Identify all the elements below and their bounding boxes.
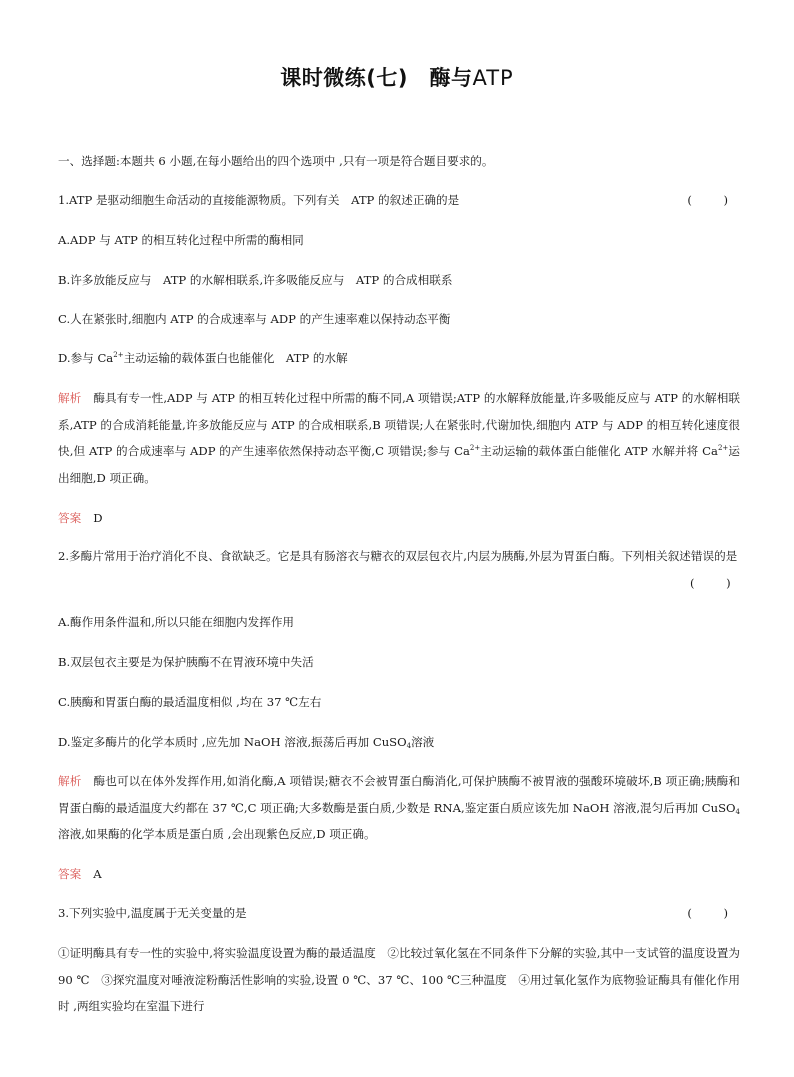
question-1-stem xyxy=(58,187,740,213)
answer-label: 答案 xyxy=(58,867,82,881)
question-1-option-d xyxy=(58,345,740,371)
question-2-option-b: B.双层包衣主要是为保护胰酶不在胃液环境中失活 xyxy=(58,655,314,669)
question-stem-text: 3.下列实验中,温度属于无关变量的是 xyxy=(58,906,247,920)
title-text: 课时微练(七) 酶与 xyxy=(280,66,473,90)
answer-parens: ( ) xyxy=(690,576,741,590)
analysis-label: 解析 xyxy=(58,774,82,788)
title-code: ATP xyxy=(472,66,514,90)
answer-label: 答案 xyxy=(58,511,82,525)
analysis-text: 酶也可以在体外发挥作用,如消化酶,A 项错误;糖衣不会被胃蛋白酶消化,可保护胰酶不被胃液的强酸环境破坏,B 项正确;胰酶和胃蛋白酶的最适温度大约都在 37 ℃,C 项正确;大多数酶是蛋白质,少数是 RNA,鉴定蛋白质应该先加 NaOH 溶液,混匀后再加 CuSO xyxy=(58,774,740,815)
question-stem-text: 1.ATP 是驱动细胞生命活动的直接能源物质。下列有关 ATP 的叙述正确的是 xyxy=(58,193,460,207)
answer-value: A xyxy=(93,867,102,881)
analysis-label: 解析 xyxy=(58,391,82,405)
option-text: D.参与 Ca xyxy=(58,351,114,365)
page-title xyxy=(0,62,794,92)
superscript: 2+ xyxy=(113,351,124,359)
analysis-text: 运出细胞,D 项正确。 xyxy=(58,444,740,485)
superscript: 2+ xyxy=(469,444,481,452)
analysis-text: 主动运输的载体蛋白能催化 ATP 水解并将 Ca xyxy=(480,444,718,458)
question-3-body: ①证明酶具有专一性的实验中,将实验温度设置为酶的最适温度 ②比较过氧化氢在不同条件下分解的实验,其中一支试管的温度设置为 90 ℃ ③探究温度对唾液淀粉酶活性影响的实验,设置 0 ℃、37 ℃、100 ℃三种温度 ④用过氧化氢作为底物验证酶具有催化作用时 ,两组实验均在室温下进行 xyxy=(58,946,740,1013)
answer-parens: ( ) xyxy=(687,906,738,920)
section-header: 一、选择题:本题共 6 小题,在每小题给出的四个选项中 ,只有一项是符合题目要求的。 xyxy=(58,154,494,168)
question-1-option-b: B.许多放能反应与 ATP 的水解相联系,许多吸能反应与 ATP 的合成相联系 xyxy=(58,273,453,287)
question-2-stem xyxy=(58,543,740,570)
question-2-answer xyxy=(58,861,740,887)
question-1-option-a: A.ADP 与 ATP 的相互转化过程中所需的酶相同 xyxy=(58,233,304,247)
superscript: 2+ xyxy=(717,444,729,452)
subscript: 4 xyxy=(406,742,412,750)
analysis-text: 酶具有专一性,ADP 与 ATP 的相互转化过程中所需的酶不同,A 项错误;ATP 的水解释放能量,许多吸能反应与 ATP 的水解相联系,ATP 的合成消耗能量,许多放能反应与 ATP 的合成相联系,B 项错误;人在紧张时,代谢加快,细胞内 ATP 与 ADP 的相互转化速度很快,但 ATP 的合成速率与 ADP 的产生速率依然保持动态平衡,C 项错误;参与 Ca xyxy=(58,391,740,458)
subscript: 4 xyxy=(735,807,740,816)
option-text: 主动运输的载体蛋白也能催化 ATP 的水解 xyxy=(123,351,348,365)
analysis-text: 溶液,如果酶的化学本质是蛋白质 ,会出现紫色反应,D 项正确。 xyxy=(58,827,376,841)
question-1-answer xyxy=(58,505,740,531)
answer-parens: ( ) xyxy=(687,193,738,207)
option-text: 溶液 xyxy=(411,735,435,749)
question-1-option-c: C.人在紧张时,细胞内 ATP 的合成速率与 ADP 的产生速率难以保持动态平衡 xyxy=(58,312,451,326)
option-text: D.鉴定多酶片的化学本质时 ,应先加 NaOH 溶液,振荡后再加 CuSO xyxy=(58,735,407,749)
question-2-option-a: A.酶作用条件温和,所以只能在细胞内发挥作用 xyxy=(58,615,295,629)
answer-value: D xyxy=(93,511,103,525)
question-2-option-c: C.胰酶和胃蛋白酶的最适温度相似 ,均在 37 ℃左右 xyxy=(58,695,322,709)
question-1-analysis xyxy=(58,385,740,491)
question-3-stem xyxy=(58,900,740,926)
question-2-option-d xyxy=(58,729,740,755)
question-2-analysis xyxy=(58,768,740,848)
question-stem-text: 2.多酶片常用于治疗消化不良、食欲缺乏。它是具有肠溶衣与糖衣的双层包衣片,内层为胰酶,外层为胃蛋白酶。下列相关叙述错误的是 xyxy=(58,549,738,563)
question-2-parens xyxy=(690,570,740,596)
